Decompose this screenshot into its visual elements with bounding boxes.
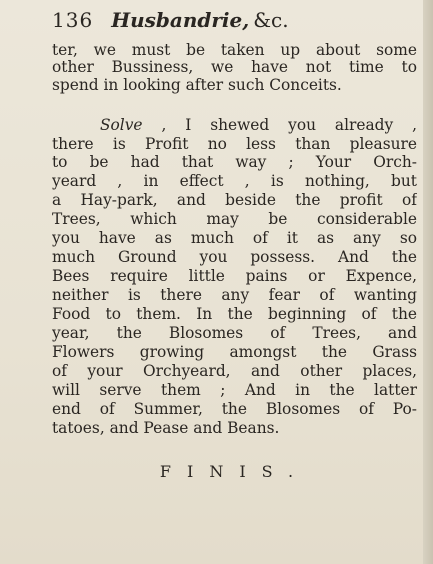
- text-line: will serve them ; And in the latter: [52, 381, 417, 399]
- text-line: Food to them. In the beginning of the: [52, 305, 417, 323]
- text-line: Flowers growing amongst the Grass: [52, 343, 417, 361]
- text-line: there is Profit no less than pleasure: [52, 135, 417, 153]
- text-line: other Bussiness, we have not time to: [52, 58, 417, 76]
- text-line-solve: [100, 115, 417, 135]
- finis-mark: FINIS.: [159, 462, 310, 481]
- text-line: a Hay-park, and beside the profit of: [52, 191, 417, 209]
- running-title: Husbandrie,: [111, 8, 250, 32]
- text-line: year, the Blosomes of Trees, and: [52, 324, 417, 342]
- text-line: to be had that way ; Your Orch-: [52, 153, 417, 171]
- text-line: much Ground you possess. And the: [52, 248, 417, 266]
- text-line: Trees, which may be considerable: [52, 210, 417, 228]
- text-line: spend in looking after such Conceits.: [52, 76, 342, 94]
- page-binding-edge: [423, 0, 433, 564]
- text-line: of your Orchyeard, and other places,: [52, 362, 417, 380]
- text-line: yeard , in effect , is nothing, but: [52, 172, 417, 190]
- running-title-etc: &c.: [253, 8, 289, 32]
- solve-word: Solve: [100, 116, 143, 134]
- text-line: Bees require little pains or Expence,: [52, 267, 417, 285]
- page-header: [52, 8, 422, 34]
- page-number: 136: [52, 8, 94, 32]
- text-line: tatoes, and Pease and Beans.: [52, 419, 280, 437]
- text-line: ter, we must be taken up about some: [52, 41, 417, 59]
- text-line: neither is there any fear of wanting: [52, 286, 417, 304]
- text-line: you have as much of it as any so: [52, 229, 417, 247]
- text-line: end of Summer, the Blosomes of Po-: [52, 400, 417, 418]
- solve-rest: , I shewed you already ,: [142, 116, 417, 134]
